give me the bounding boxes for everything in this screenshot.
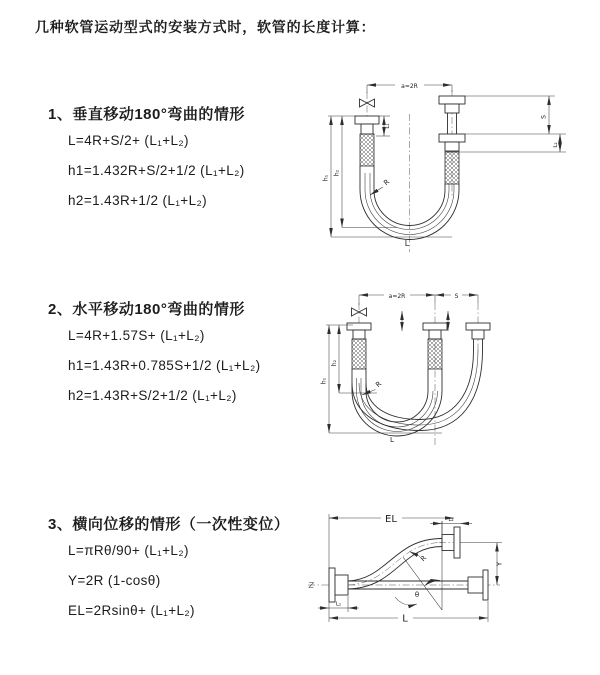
section-3-heading: 3、横向位移的情形（一次性变位）: [48, 516, 290, 533]
right-fitting: [468, 570, 488, 600]
dimension-l: [329, 601, 488, 625]
dimension-s: [435, 291, 478, 300]
diagram-lateral-displacement: [300, 500, 600, 645]
hose-u-bend-deep: [352, 369, 442, 436]
braid-section: [360, 134, 374, 166]
label-s: S: [540, 115, 548, 119]
label-l2: L₂: [553, 142, 559, 148]
formula-length: L=πRθ/90+ (L₁+L₂): [68, 543, 189, 558]
label-y: Y: [495, 561, 504, 567]
left-fitting: [355, 116, 379, 166]
label-l-length: L: [402, 613, 408, 625]
label-h1: h₁: [320, 377, 328, 385]
diagram-horizontal-180-bend: [312, 283, 592, 458]
label-el: EL: [385, 514, 397, 525]
left-fitting: [329, 568, 348, 602]
formula-h2: h2=1.43R+1/2 (L₁+L₂): [68, 193, 208, 208]
motion-arc-arrow: [395, 597, 417, 605]
left-fitting: [347, 323, 371, 369]
label-s: S: [454, 292, 459, 300]
label-l-length: L: [390, 436, 394, 444]
formula-h1: h1=1.432R+S/2+1/2 (L₁+L₂): [68, 163, 245, 178]
label-r: R: [374, 379, 384, 390]
page-title: 几种软管运动型式的安装方式时，软管的长度计算：: [35, 19, 376, 35]
formula-length: L=4R+S/2+ (L₁+L₂): [68, 133, 189, 148]
braid-section: [352, 339, 366, 369]
formula-y: Y=2R (1-cosθ): [68, 573, 161, 588]
label-h1: h₁: [322, 174, 330, 182]
label-l1: L₁: [385, 123, 391, 129]
label-l2: L₂: [448, 517, 454, 523]
braid-section: [428, 339, 442, 369]
formula-h1: h1=1.43R+0.785S+1/2 (L₁+L₂): [68, 358, 261, 373]
label-h2: h₂: [333, 169, 341, 177]
formula-el: EL=2Rsinθ+ (L₁+L₂): [68, 603, 195, 618]
radius-leader: [370, 178, 391, 195]
formula-length: L=4R+1.57S+ (L₁+L₂): [68, 328, 205, 343]
label-l1: L₁: [335, 601, 342, 608]
label-l-length: L: [404, 239, 410, 248]
angle-theta-construction: [395, 521, 442, 610]
dimension-l2: [459, 134, 566, 152]
dimension-s: [465, 96, 566, 134]
label-a2r: a=2R: [401, 82, 418, 90]
section-vertical-movement: [46, 104, 245, 216]
diagram-vertical-180-bend: [312, 72, 592, 262]
dimension-a2r: [367, 81, 452, 94]
radius-leader: [410, 552, 429, 564]
section-horizontal-movement: [46, 299, 260, 411]
braid-section: [445, 152, 459, 184]
label-theta: θ: [414, 591, 420, 599]
label-r: R: [419, 554, 429, 564]
label-a2r: a=2R: [388, 292, 406, 300]
label-h2: h₂: [331, 359, 338, 367]
dimension-l2: [430, 517, 472, 534]
right-fitting: [439, 96, 465, 184]
section-1-heading: 1、垂直移动180°弯曲的情形: [48, 106, 245, 123]
section-lateral-displacement: [46, 514, 289, 626]
radius-leader: [362, 380, 383, 395]
middle-fitting: [423, 323, 447, 369]
dimension-l1: [318, 596, 359, 612]
formula-h2: h2=1.43R+S/2+1/2 (L₁+L₂): [68, 388, 237, 403]
hose-u-bend-wide: [352, 350, 483, 431]
section-2-heading: 2、水平移动180°弯曲的情形: [48, 301, 245, 318]
label-r: R: [382, 177, 392, 188]
